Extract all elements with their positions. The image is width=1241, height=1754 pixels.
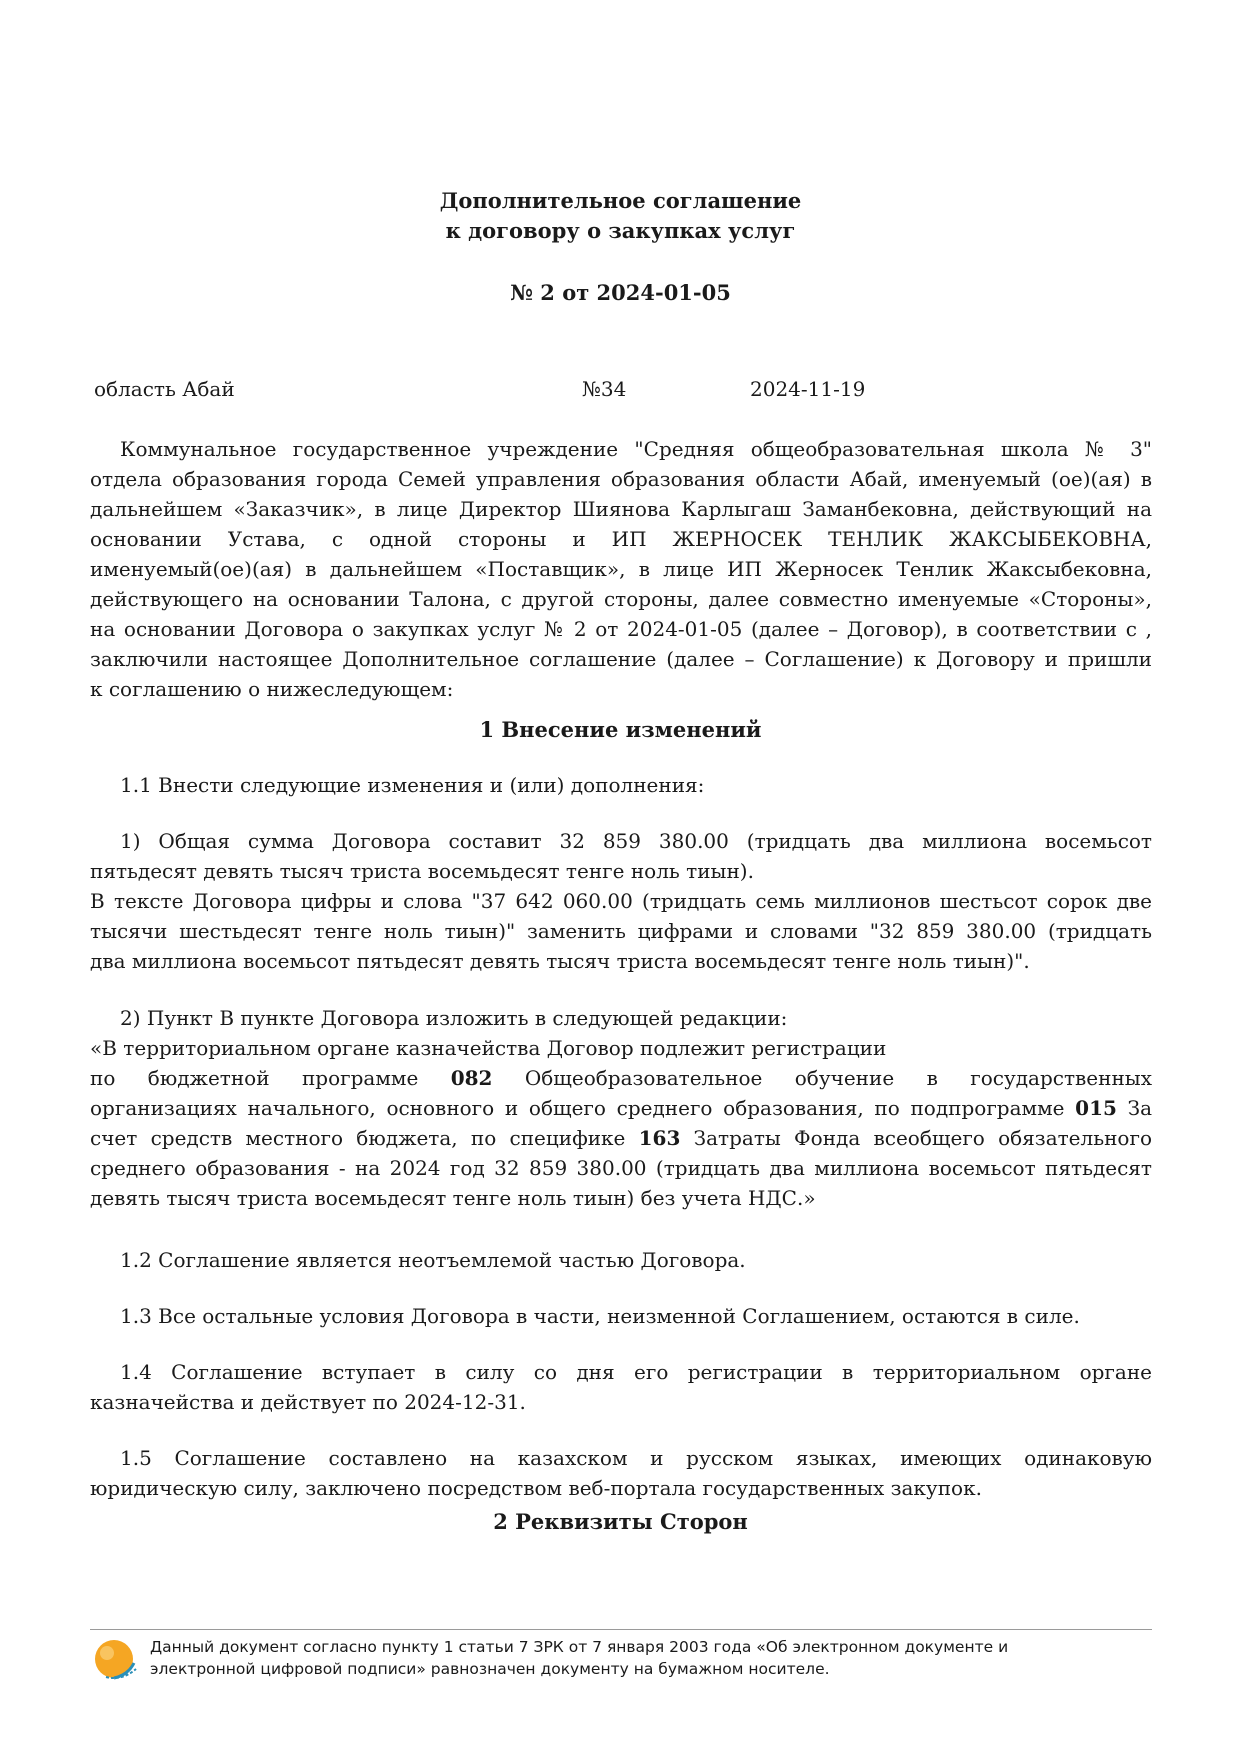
section-2-heading: 2 Реквизиты Сторон [493, 1509, 748, 1534]
budget-text: Затраты Фонда всеобщего обязательного [680, 1126, 1152, 1150]
clause-budget [90, 1003, 1152, 1213]
budget-line: девять тысяч триста восемьдесят тенге ноль тиын) без учета НДС.» [90, 1186, 816, 1210]
intro-paragraph [90, 434, 1152, 704]
clause-1-4-line: казначейства и действует по 2024-12-31. [90, 1390, 526, 1414]
footer-legal-note [150, 1636, 1150, 1680]
intro-line: на основании Договора о закупках услуг № 2 от 2024-01-05 (далее – Договор), в соответствии с , [90, 617, 1152, 641]
clause-1-3 [90, 1301, 1152, 1331]
intro-line: именуемый(ое)(ая) в дальнейшем «Поставщик», в лице ИП Жерносек Тенлик Жаксыбековна, [90, 557, 1152, 581]
clause-1-5-line: 1.5 Соглашение составлено на казахском и русском языках, имеющих одинаковую [120, 1446, 1152, 1470]
intro-line: заключили настоящее Дополнительное соглашение (далее – Соглашение) к Договору и пришли [90, 647, 1152, 671]
intro-line: к соглашению о нижеследующем: [90, 677, 454, 701]
clause-1-5-line: юридическую силу, заключено посредством веб-портала государственных закупок. [90, 1476, 982, 1500]
budget-text: За [1116, 1096, 1152, 1120]
budget-line: «В территориальном органе казначейства Договор подлежит регистрации [90, 1036, 887, 1060]
budget-text: счет средств местного бюджета, по специфике [90, 1126, 639, 1150]
section-1-heading: 1 Внесение изменений [479, 717, 762, 742]
clause-1-1-text: 1.1 Внести следующие изменения и (или) дополнения: [120, 773, 705, 797]
intro-line: Коммунальное государственное учреждение "Средняя общеобразовательная школа № 3" [120, 437, 1152, 461]
clause-1-2 [90, 1245, 1152, 1275]
amount-line: пятьдесят девять тысяч триста восемьдесят тенге ноль тиын). [90, 859, 754, 883]
clause-1-1 [90, 770, 1152, 800]
region-label: область Абай [94, 377, 235, 401]
budget-line: 2) Пункт В пункте Договора изложить в следующей редакции: [120, 1006, 788, 1030]
clause-1-4 [90, 1357, 1152, 1417]
budget-program-code: 082 [450, 1066, 493, 1090]
footer-line: Данный документ согласно пункту 1 статьи 7 ЗРК от 7 января 2003 года «Об электронном документе и [150, 1638, 1009, 1656]
budget-line: среднего образования - на 2024 год 32 859 380.00 (тридцать два миллиона восемьсот пятьдесят [90, 1156, 1152, 1180]
budget-line [90, 1063, 1152, 1093]
amount-line: тысячи шестьдесят тенге ноль тиын)" заменить цифрами и словами "32 859 380.00 (тридцать [90, 919, 1152, 943]
budget-text: по бюджетной программе [90, 1066, 451, 1090]
agreement-date: 2024-11-19 [750, 377, 866, 401]
clause-1-2-text: 1.2 Соглашение является неотъемлемой частью Договора. [120, 1248, 746, 1272]
egov-sun-logo-icon [92, 1637, 138, 1683]
intro-line: дальнейшем «Заказчик», в лице Директор Шиянова Карлыгаш Заманбековна, действующий на [90, 497, 1152, 521]
agreement-number: №34 [582, 377, 627, 401]
budget-text: Общеобразовательное обучение в государственных [492, 1066, 1152, 1090]
clause-1-3-text: 1.3 Все остальные условия Договора в части, неизменной Соглашением, остаются в силе. [120, 1304, 1080, 1328]
footer-line: электронной цифровой подписи» равнозначен документу на бумажном носителе. [150, 1660, 830, 1678]
budget-line [90, 1093, 1152, 1123]
document-title-line1: Дополнительное соглашение [439, 188, 802, 213]
budget-subprogram-code: 015 [1075, 1096, 1117, 1120]
budget-line [90, 1123, 1152, 1153]
amount-line: 1) Общая сумма Договора составит 32 859 380.00 (тридцать два миллиона восемьсот [120, 829, 1152, 853]
amount-line: В тексте Договора цифры и слова "37 642 060.00 (тридцать семь миллионов шестьсот сорок две [90, 889, 1152, 913]
budget-text: организациях начального, основного и общего среднего образования, по подпрограмме [90, 1096, 1076, 1120]
document-title-line2: к договору о закупках услуг [445, 218, 796, 243]
intro-line: основании Устава, с одной стороны и ИП ЖЕРНОСЕК ТЕНЛИК ЖАКСЫБЕКОВНА, [90, 527, 1152, 551]
clause-amount [90, 826, 1152, 976]
intro-line: действующего на основании Талона, с другой стороны, далее совместно именуемые «Стороны», [90, 587, 1152, 611]
footer-divider [90, 1629, 1152, 1630]
clause-1-5 [90, 1443, 1152, 1503]
budget-specific-code: 163 [638, 1126, 681, 1150]
intro-line: отдела образования города Семей управления образования области Абай, именуемый (ое)(ая) в [90, 467, 1152, 491]
clause-1-4-line: 1.4 Соглашение вступает в силу со дня его регистрации в территориальном органе [120, 1360, 1152, 1384]
document-number-date: № 2 от 2024-01-05 [510, 280, 731, 305]
amount-line: два миллиона восемьсот пятьдесят девять тысяч триста восемьдесят тенге ноль тиын)". [90, 949, 1030, 973]
